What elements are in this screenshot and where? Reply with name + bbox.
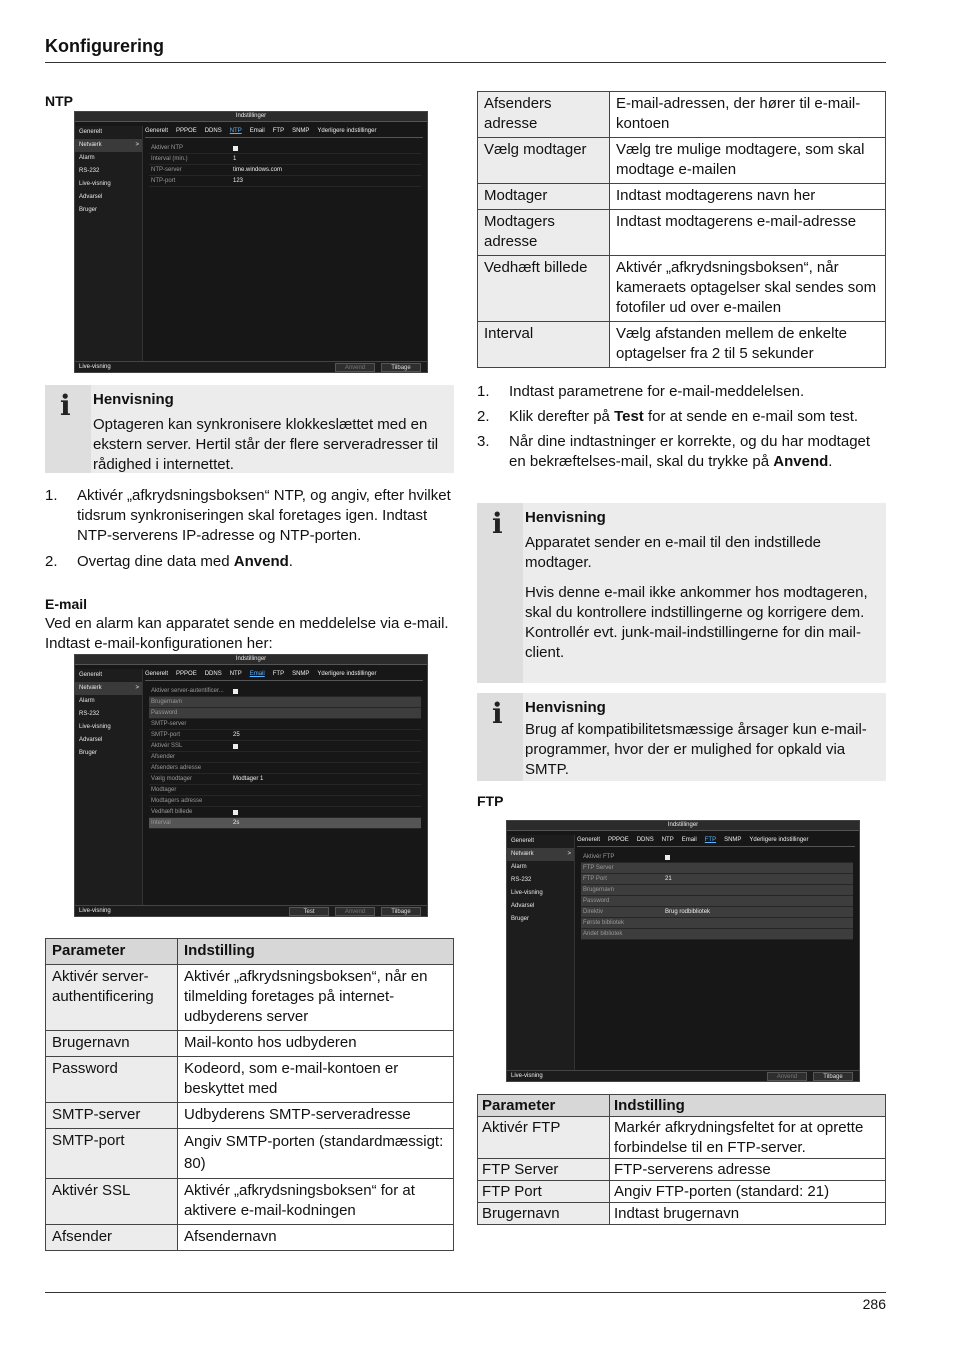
setting-label: Afsenders adresse — [151, 765, 202, 771]
table-cell: Brugernavn — [46, 1031, 178, 1057]
setting-row — [149, 165, 421, 176]
tab-ddns[interactable]: DDNS — [204, 128, 222, 134]
setting-label: Afsender — [151, 754, 176, 760]
note-text: Hvis denne e-mail ikke ankommer hos modtageren, skal du kontrollere indstillingerne og korrigere dem. — [525, 584, 868, 621]
table-cell: Angiv SMTP-porten (standardmæssigt: 80) — [178, 1129, 454, 1179]
table-header-row — [478, 1095, 886, 1117]
table-cell: Udbyderens SMTP-serveradresse — [178, 1103, 454, 1129]
table-cell: Indtast brugernavn — [610, 1203, 886, 1225]
table-cell: FTP-serverens adresse — [610, 1159, 886, 1181]
ntp-screenshot — [74, 111, 428, 373]
table-cell: Aktivér FTP — [478, 1117, 610, 1159]
tab-ftp[interactable]: FTP — [272, 128, 285, 134]
screenshot-tabs — [577, 836, 855, 847]
setting-label: Brugernavn — [583, 887, 615, 893]
email-note-1 — [477, 503, 886, 683]
page-number: 286 — [862, 1296, 886, 1312]
tab-ntp[interactable]: NTP — [661, 837, 674, 843]
setting-label: Aktiver NTP — [151, 145, 184, 151]
setting-row — [581, 896, 853, 907]
list-text: for at sende en e-mail som test. — [643, 408, 859, 425]
apply-button[interactable]: Anvend — [767, 1072, 807, 1081]
sidebar-item-rs232[interactable]: RS-232 — [79, 711, 100, 717]
sidebar-item-live[interactable]: Live-visning — [79, 724, 111, 730]
tab-email[interactable]: Email — [681, 837, 697, 843]
table-cell: Brugernavn — [478, 1203, 610, 1225]
sidebar-item-live[interactable]: Live-visning — [79, 181, 111, 187]
list-text: Klik derefter på — [509, 408, 615, 425]
setting-row — [581, 874, 853, 885]
list-number: 2. — [477, 408, 490, 425]
setting-label: Modtager — [151, 787, 177, 793]
table-cell: SMTP-server — [46, 1103, 178, 1129]
setting-row — [149, 741, 421, 752]
sidebar-item-alarm[interactable]: Alarm — [511, 864, 527, 870]
tab-generelt[interactable]: Generelt — [145, 671, 169, 677]
setting-label: Brugernavn — [151, 699, 183, 705]
tab-email[interactable]: Email — [249, 128, 265, 134]
attach-image-checkbox[interactable] — [233, 810, 238, 815]
email-heading: E-mail — [45, 596, 88, 612]
screenshot-sidebar — [75, 669, 143, 906]
screenshot-bottom-bar — [507, 1070, 859, 1081]
sidebar-item-alarm[interactable]: Alarm — [79, 698, 95, 704]
setting-label: Aktivér FTP — [583, 854, 615, 860]
back-button[interactable]: Tilbage — [381, 363, 421, 372]
table-cell: E-mail-adressen, der hører til e-mail-kontoen — [610, 92, 886, 138]
ftp-screenshot — [506, 820, 860, 1082]
setting-row — [581, 863, 853, 874]
setting-label: Password — [151, 710, 178, 716]
tab-pppoe[interactable]: PPPOE — [608, 837, 629, 843]
table-row — [478, 92, 886, 138]
table-cell: Afsender — [46, 1225, 178, 1251]
note-title: Henvisning — [93, 391, 174, 408]
screenshot-sidebar — [75, 126, 143, 362]
setting-label: Andet bibliotek — [583, 931, 623, 937]
setting-row — [149, 763, 421, 774]
setting-label: SMTP-port — [151, 732, 181, 738]
ntp-heading: NTP — [45, 93, 73, 109]
setting-row — [581, 907, 853, 918]
setting-row — [581, 929, 853, 940]
screenshot-bottom-bar — [75, 361, 427, 372]
tab-snmp[interactable]: SNMP — [292, 671, 310, 677]
sidebar-item-alarm[interactable]: Alarm — [79, 155, 95, 161]
ssl-checkbox[interactable] — [233, 744, 238, 749]
tab-more[interactable]: Yderligere indstillinger — [317, 128, 377, 134]
setting-label: Password — [583, 898, 610, 904]
sidebar-item-netvaerk[interactable]: Netværk > — [75, 682, 142, 695]
tab-ddns[interactable]: DDNS — [636, 837, 654, 843]
sidebar-item-advarsel[interactable]: Advarsel — [511, 903, 535, 909]
list-item — [477, 407, 886, 427]
setting-row — [149, 719, 421, 730]
sidebar-item-bruger[interactable]: Bruger — [511, 916, 530, 922]
setting-value[interactable]: 25 — [233, 732, 240, 738]
tab-email[interactable]: Email — [249, 671, 265, 677]
table-cell: Password — [46, 1057, 178, 1103]
setting-row — [149, 774, 421, 785]
note-text: Optageren kan synkronisere klokkeslættet med en ekstern server. Hertil står der flere serveradresser til rådighed i internettet. — [93, 416, 439, 473]
setting-label: Interval (min.) — [151, 156, 188, 162]
table-row — [46, 1103, 454, 1129]
screenshot-title: Indstillinger — [507, 821, 859, 831]
ftp-settings-rows — [581, 852, 853, 940]
list-bold: Anvend — [233, 553, 289, 570]
setting-row — [149, 730, 421, 741]
setting-value[interactable]: 2s — [233, 820, 240, 826]
table-cell: Aktivér server-authentificering — [46, 965, 178, 1031]
note-text: Apparatet sender en e-mail til den indstillede modtager. — [525, 534, 822, 571]
setting-value[interactable]: time.windows.com — [233, 167, 283, 173]
screenshot-sidebar — [507, 835, 575, 1071]
setting-label: Direktiv — [583, 909, 604, 915]
table-row — [46, 1031, 454, 1057]
table-row — [46, 1129, 454, 1179]
table-cell: Kodeord, som e-mail-kontoen er beskyttet med — [178, 1057, 454, 1103]
list-text: Når dine indtastninger er korrekte, og du har modtaget en bekræftelses-mail, skal du trykke på — [509, 433, 871, 470]
table-row — [478, 1117, 886, 1159]
ntp-settings-rows — [149, 143, 421, 187]
sidebar-item-advarsel[interactable]: Advarsel — [79, 194, 103, 200]
table-cell: FTP Server — [478, 1159, 610, 1181]
setting-label: Vedhæft billede — [151, 809, 193, 815]
setting-row — [149, 752, 421, 763]
info-icon: i — [477, 503, 523, 683]
setting-label: Aktivér SSL — [151, 743, 183, 749]
tab-generelt[interactable]: Generelt — [145, 128, 169, 134]
tab-ntp[interactable]: NTP — [229, 128, 242, 134]
setting-label: SMTP-server — [151, 721, 187, 727]
sidebar-item-live[interactable]: Live-visning — [511, 890, 543, 896]
apply-button[interactable]: Anvend — [335, 363, 375, 372]
screenshot-tabs — [145, 127, 423, 138]
list-text: Aktivér „afkrydsningsboksen“ NTP, og angiv, efter hvilket tidsrum synkroniseringen skal foretages igen. Indtast NTP-serverens IP-adresse og NTP-porten. — [77, 487, 451, 544]
screenshot-title: Indstillinger — [75, 655, 427, 665]
table-row — [478, 1181, 886, 1203]
setting-label: Vælg modtager — [151, 776, 193, 782]
list-text: Overtag dine data med — [77, 553, 234, 570]
directory-select[interactable]: Brug rodbibliotek — [665, 909, 711, 915]
setting-label: NTP-server — [151, 167, 182, 173]
setting-row — [581, 885, 853, 896]
table-cell: Mail-konto hos udbyderen — [178, 1031, 454, 1057]
list-number: 1. — [477, 383, 490, 400]
sidebar-item-rs232[interactable]: RS-232 — [511, 877, 532, 883]
table-header-row — [46, 939, 454, 965]
note-title: Henvisning — [525, 509, 606, 526]
table-header: Indstilling — [610, 1095, 886, 1117]
sidebar-item-bruger[interactable]: Bruger — [79, 207, 98, 213]
table-row — [46, 1179, 454, 1225]
screenshot-tabs — [145, 670, 423, 681]
live-view-label[interactable]: Live-visning — [79, 908, 111, 914]
table-row — [478, 210, 886, 256]
apply-button[interactable]: Anvend — [335, 907, 375, 916]
sidebar-item-netvaerk[interactable]: Netværk > — [507, 848, 574, 861]
setting-value[interactable]: 1 — [233, 156, 237, 162]
setting-row — [149, 708, 421, 719]
note-text: Brug af kompatibilitetsmæssige årsager kun e-mail-programmer, hvor der er mulighed for opkald via SMTP. — [525, 721, 867, 778]
table-cell: Modtagers adresse — [478, 210, 610, 256]
list-item — [477, 432, 886, 494]
live-view-label[interactable]: Live-visning — [79, 364, 111, 370]
table-row — [478, 138, 886, 184]
list-text: Indtast parametrene for e-mail-meddelelsen. — [509, 383, 805, 400]
info-icon: i — [477, 693, 523, 781]
ntp-note — [45, 385, 454, 473]
list-text: . — [828, 453, 833, 470]
list-item — [45, 486, 454, 548]
table-row — [46, 1225, 454, 1251]
table-cell: Vælg tre mulige modtagere, som skal modtage e-mailen — [610, 138, 886, 184]
setting-label: Modtagers adresse — [151, 798, 203, 804]
header-divider — [45, 62, 886, 63]
tab-pppoe[interactable]: PPPOE — [176, 128, 197, 134]
sidebar-item-generelt[interactable]: Generelt — [79, 672, 103, 678]
table-cell: Vælg modtager — [478, 138, 610, 184]
info-icon: i — [45, 385, 91, 473]
table-row — [478, 184, 886, 210]
setting-row — [581, 852, 853, 863]
sidebar-item-bruger[interactable]: Bruger — [79, 750, 98, 756]
setting-label: FTP Port — [583, 876, 607, 882]
email-note-2 — [477, 693, 886, 781]
table-cell: Indtast modtagerens e-mail-adresse — [610, 210, 886, 256]
sidebar-item-netvaerk[interactable]: Netværk > — [75, 139, 142, 152]
table-cell: Indtast modtagerens navn her — [610, 184, 886, 210]
table-header: Indstilling — [178, 939, 454, 965]
back-button[interactable]: Tilbage — [813, 1072, 853, 1081]
table-header: Parameter — [46, 939, 178, 965]
table-cell: Afsenders adresse — [478, 92, 610, 138]
tab-ftp[interactable]: FTP — [272, 671, 285, 677]
tab-generelt[interactable]: Generelt — [577, 837, 601, 843]
table-cell: Aktivér „afkrydsningsboksen“, når en tilmelding foretages på internet-udbyderens server — [178, 965, 454, 1031]
setting-row — [149, 143, 421, 154]
setting-value[interactable]: 21 — [665, 876, 672, 882]
table-cell: Markér afkrydningsfeltet for at oprette forbindelse til en FTP-server. — [610, 1117, 886, 1159]
setting-row — [149, 785, 421, 796]
setting-label: NTP-port — [151, 178, 176, 184]
list-item — [45, 552, 454, 572]
table-row — [478, 256, 886, 322]
sidebar-item-rs232[interactable]: RS-232 — [79, 168, 100, 174]
setting-row — [149, 697, 421, 708]
email-intro: Ved en alarm kan apparatet sende en meddelelse via e-mail. Indtast e-mail-konfigurationen her: — [45, 615, 449, 652]
sidebar-item-advarsel[interactable]: Advarsel — [79, 737, 103, 743]
setting-row — [149, 686, 421, 697]
note-text: Kontrollér evt. junk-mail-indstillingerne for din mail-client. — [525, 624, 861, 661]
setting-row — [581, 918, 853, 929]
server-auth-checkbox[interactable] — [233, 689, 238, 694]
list-number: 2. — [45, 553, 58, 570]
list-bold: Anvend — [773, 453, 829, 470]
list-item — [477, 382, 886, 402]
sidebar-item-generelt[interactable]: Generelt — [79, 129, 103, 135]
email-params-table-right — [477, 91, 886, 368]
setting-row — [149, 154, 421, 165]
aktiver-ntp-checkbox[interactable] — [233, 146, 238, 151]
table-header: Parameter — [478, 1095, 610, 1117]
note-title: Henvisning — [525, 699, 606, 716]
screenshot-bottom-bar — [75, 905, 427, 916]
table-row — [46, 965, 454, 1031]
setting-label: Aktiver server-autentificer... — [151, 688, 224, 694]
table-cell: SMTP-port — [46, 1129, 178, 1179]
footer-divider — [45, 1292, 886, 1293]
setting-label: Interval — [151, 820, 171, 826]
setting-value[interactable]: 123 — [233, 178, 244, 184]
ftp-enable-checkbox[interactable] — [665, 855, 670, 860]
table-row — [46, 1057, 454, 1103]
setting-row — [149, 796, 421, 807]
table-cell: Aktivér SSL — [46, 1179, 178, 1225]
table-cell: Afsendernavn — [178, 1225, 454, 1251]
email-screenshot — [74, 654, 428, 917]
recipient-select[interactable]: Modtager 1 — [233, 776, 264, 782]
ftp-params-table — [477, 1094, 886, 1225]
setting-row — [149, 807, 421, 818]
setting-row — [149, 176, 421, 187]
test-button[interactable]: Test — [289, 907, 329, 916]
table-cell: Interval — [478, 322, 610, 368]
table-cell: Aktivér „afkrydsningsboksen“ for at aktivere e-mail-kodningen — [178, 1179, 454, 1225]
table-cell: Modtager — [478, 184, 610, 210]
table-row — [478, 1159, 886, 1181]
tab-more[interactable]: Yderligere indstillinger — [749, 837, 809, 843]
tab-more[interactable]: Yderligere indstillinger — [317, 671, 377, 677]
table-cell: FTP Port — [478, 1181, 610, 1203]
table-cell: Vælg afstanden mellem de enkelte optagelser fra 2 til 5 sekunder — [610, 322, 886, 368]
list-text: . — [288, 553, 293, 570]
tab-pppoe[interactable]: PPPOE — [176, 671, 197, 677]
table-row — [478, 322, 886, 368]
list-number: 1. — [45, 487, 58, 504]
setting-row — [149, 818, 421, 829]
setting-label: Første bibliotek — [583, 920, 625, 926]
email-settings-rows — [149, 686, 421, 829]
list-bold: Test — [614, 408, 644, 425]
list-number: 3. — [477, 433, 490, 450]
tab-ftp[interactable]: FTP — [704, 837, 717, 843]
tab-ntp[interactable]: NTP — [229, 671, 242, 677]
tab-snmp[interactable]: SNMP — [724, 837, 742, 843]
tab-snmp[interactable]: SNMP — [292, 128, 310, 134]
table-cell: Vedhæft billede — [478, 256, 610, 322]
email-params-table-left — [45, 938, 454, 1251]
table-row — [478, 1203, 886, 1225]
table-cell: Angiv FTP-porten (standard: 21) — [610, 1181, 886, 1203]
live-view-label[interactable]: Live-visning — [511, 1073, 543, 1079]
sidebar-item-generelt[interactable]: Generelt — [511, 838, 535, 844]
ftp-heading: FTP — [477, 793, 504, 809]
setting-label: FTP Server — [583, 865, 614, 871]
table-cell: Aktivér „afkrydsningsboksen“, når kameraets optagelser skal sendes som fotofiler ud over e-mailen — [610, 256, 886, 322]
screenshot-title: Indstillinger — [75, 112, 427, 122]
back-button[interactable]: Tilbage — [381, 907, 421, 916]
tab-ddns[interactable]: DDNS — [204, 671, 222, 677]
page-header-title: Konfigurering — [45, 36, 164, 56]
